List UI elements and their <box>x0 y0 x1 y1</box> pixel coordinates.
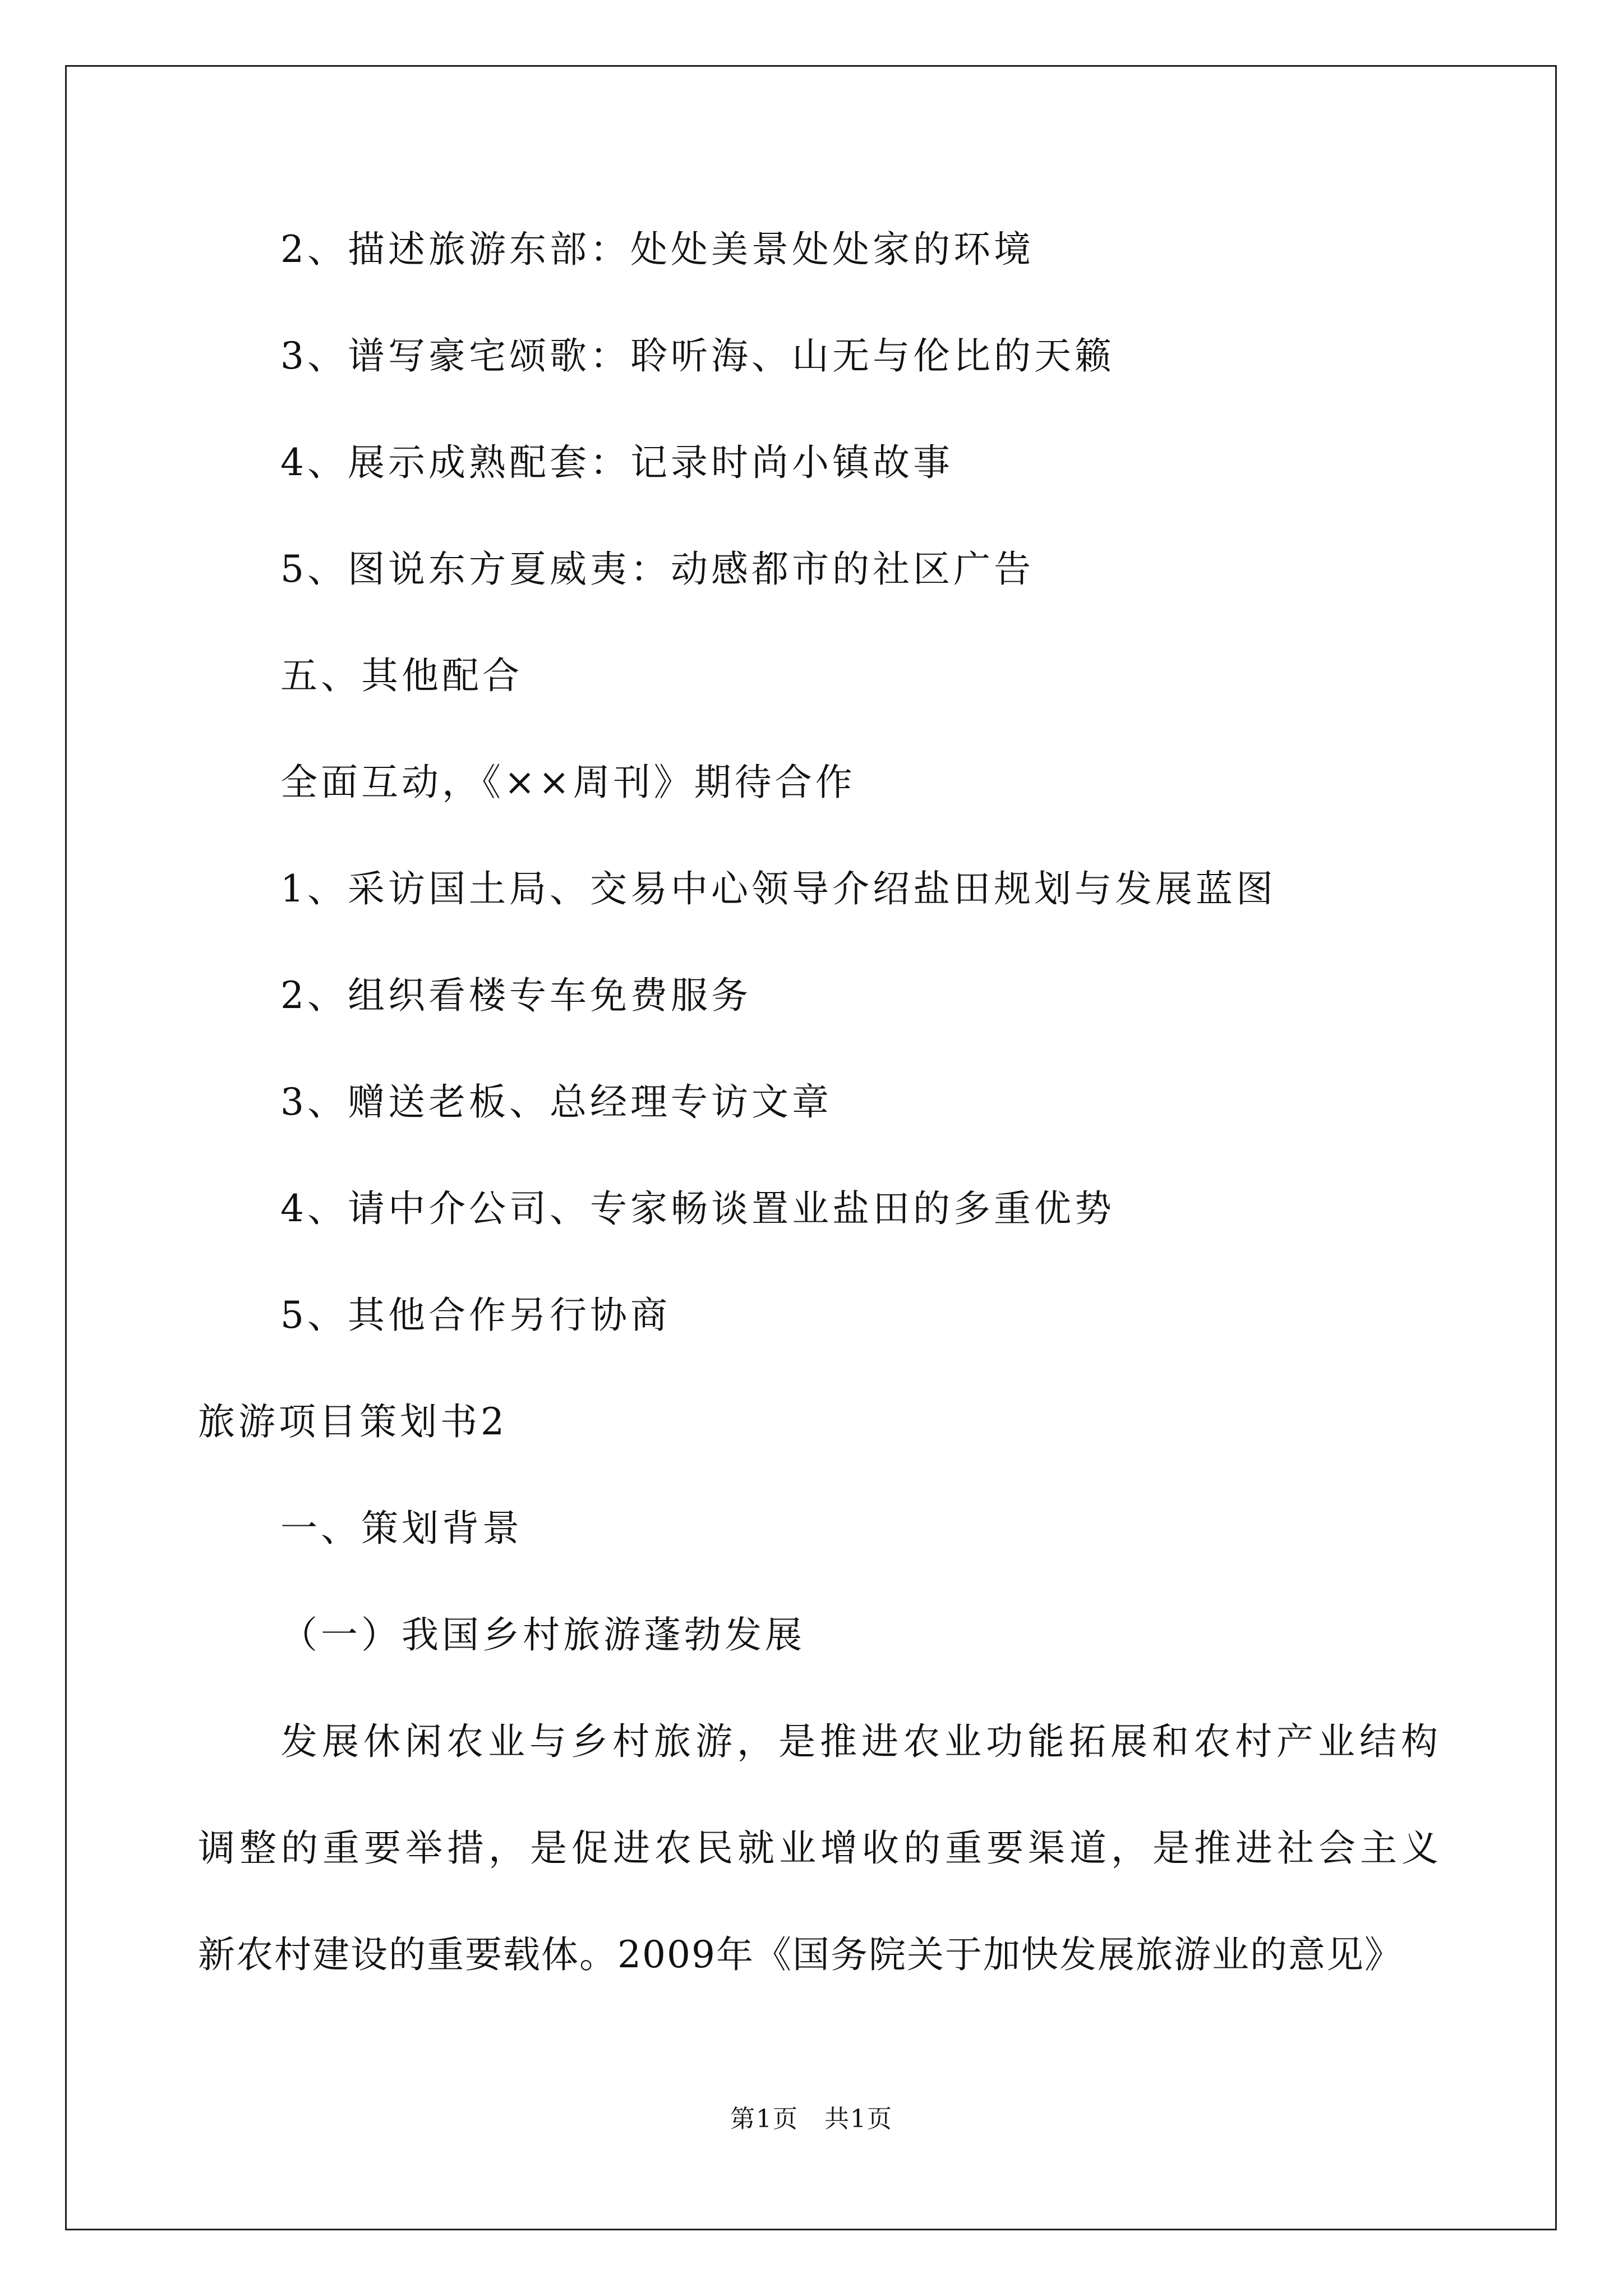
subsection-heading: （一）我国乡村旅游蓬勃发展 <box>280 1613 805 1657</box>
paragraph-line: 全面互动，《××周刊》期待合作 <box>280 761 856 804</box>
paragraph-line: 新农村建设的重要载体。2009年《国务院关于加快发展旅游业的意见》 <box>198 1933 1403 1976</box>
list-item: 2、描述旅游东部：处处美景处处家的环境 <box>280 228 1034 271</box>
paragraph-line: 发展休闲农业与乡村旅游，是推进农业功能拓展和农村产业结构 <box>280 1720 1442 1763</box>
list-item: 4、请中介公司、专家畅谈置业盐田的多重优势 <box>280 1187 1115 1230</box>
page-number: 第1页 共1页 <box>730 2105 893 2133</box>
section-heading: 一、策划背景 <box>280 1507 523 1550</box>
list-item: 2、组织看楼专车免费服务 <box>280 974 751 1017</box>
list-item: 5、其他合作另行协商 <box>280 1294 671 1337</box>
list-item: 5、图说东方夏威夷：动感都市的社区广告 <box>280 547 1034 591</box>
list-item: 1、采访国土局、交易中心领导介绍盐田规划与发展蓝图 <box>280 867 1276 910</box>
section-heading: 五、其他配合 <box>280 654 523 697</box>
document-title: 旅游项目策划书2 <box>198 1400 508 1443</box>
list-item: 3、谱写豪宅颂歌：聆听海、山无与伦比的天籁 <box>280 334 1115 378</box>
list-item: 4、展示成熟配套：记录时尚小镇故事 <box>280 441 953 484</box>
list-item: 3、赠送老板、总经理专访文章 <box>280 1080 832 1124</box>
page-border <box>65 65 1557 2230</box>
paragraph-line: 调整的重要举措，是促进农民就业增收的重要渠道，是推进社会主义 <box>198 1826 1443 1870</box>
